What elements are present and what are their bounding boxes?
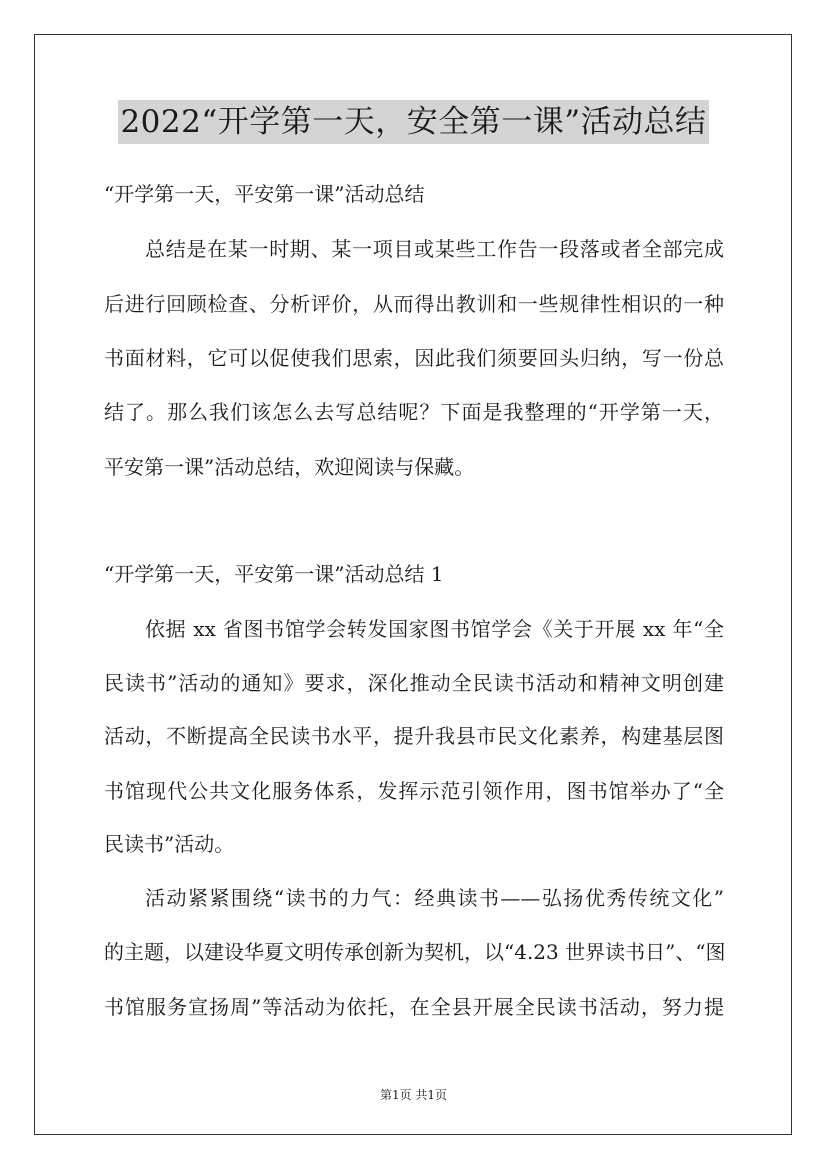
document-title: 2022“开学第一天，安全第一课”活动总结 [118, 100, 708, 144]
section-heading: “开学第一天，平安第一课”活动总结 1 [104, 562, 444, 586]
paragraph-line: 的主题，以建设华夏文明传承创新为契机，以“4.23 世界读书日”、“图 [104, 940, 726, 964]
paragraph-line: 总结是在某一时期、某一项目或某些工作告一段落或者全部完成 [145, 237, 724, 261]
paragraph-line: 后进行回顾检查、分析评价，从而得出教训和一些规律性相识的一种 [104, 292, 724, 316]
paragraph-line: 活动紧紧围绕“读书的力气：经典读书——弘扬优秀传统文化” [145, 886, 724, 910]
paragraph-line: 民读书”活动的通知》要求，深化推动全民读书活动和精神文明创建 [104, 671, 724, 695]
paragraph-line: 书面材料，它可以促使我们思索，因此我们须要回头归纳，写一份总 [104, 346, 724, 370]
paragraph-line: 依据 xx 省图书馆学会转发国家图书馆学会《关于开展 xx 年“全 [145, 617, 724, 641]
subheading: “开学第一天，平安第一课”活动总结 [104, 182, 425, 206]
paragraph-line: 书馆服务宣扬周”等活动为依托，在全县开展全民读书活动，努力提 [104, 995, 724, 1019]
paragraph-line: 民读书”活动。 [104, 832, 235, 856]
paragraph-line: 平安第一课”活动总结，欢迎阅读与保藏。 [104, 455, 475, 479]
page-number: 第1页 共1页 [379, 1088, 448, 1102]
title-container [0, 100, 827, 144]
paragraph-line: 活动，不断提高全民读书水平，提升我县市民文化素养，构建基层图 [104, 724, 724, 748]
paragraph-line: 结了。那么我们该怎么去写总结呢？下面是我整理的“开学第一天， [104, 400, 724, 424]
paragraph-line: 书馆现代公共文化服务体系，发挥示范引领作用，图书馆举办了“全 [104, 779, 724, 803]
